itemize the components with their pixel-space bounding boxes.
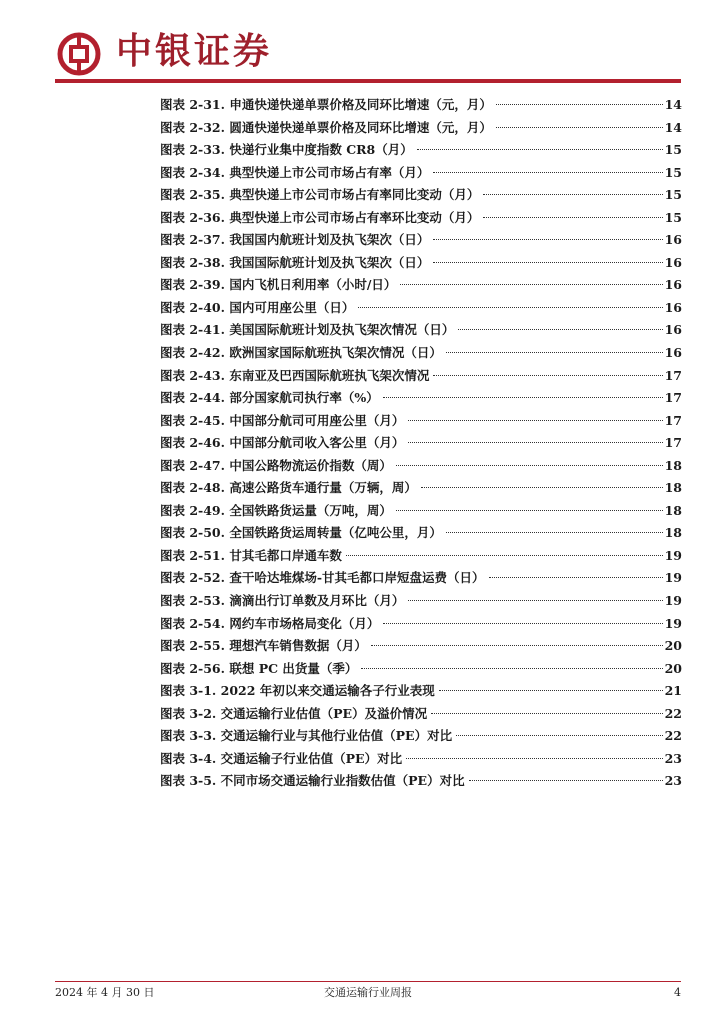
toc-entry-page: 20 xyxy=(664,638,682,654)
toc-entry[interactable] xyxy=(160,748,682,771)
toc-entry[interactable] xyxy=(160,139,682,162)
toc-entry[interactable] xyxy=(160,567,682,590)
toc-entry-page: 16 xyxy=(664,322,682,338)
toc-entry-page: 20 xyxy=(664,660,682,676)
toc-entry[interactable] xyxy=(160,613,682,636)
toc-dot-leader xyxy=(396,465,663,466)
footer-divider xyxy=(55,981,681,982)
toc-entry[interactable] xyxy=(160,635,682,658)
toc-entry-page: 17 xyxy=(664,435,682,451)
toc-entry-title: 图表 2-44. 部分国家航司执行率（%） xyxy=(160,390,379,406)
toc-entry-title: 图表 2-51. 甘其毛都口岸通车数 xyxy=(160,547,342,563)
toc-entry-page: 15 xyxy=(664,164,682,180)
toc-entry-title: 图表 2-43. 东南亚及巴西国际航班执飞架次情况 xyxy=(160,367,430,383)
toc-dot-leader xyxy=(431,713,663,714)
toc-entry[interactable] xyxy=(160,229,682,252)
toc-entry-page: 16 xyxy=(664,254,682,270)
toc-dot-leader xyxy=(383,397,663,398)
toc-dot-leader xyxy=(421,487,663,488)
toc-dot-leader xyxy=(408,420,662,421)
page-footer xyxy=(55,985,681,1001)
toc-dot-leader xyxy=(483,194,662,195)
figure-list xyxy=(160,94,682,793)
toc-entry-title: 图表 3-2. 交通运输行业估值（PE）及溢价情况 xyxy=(160,705,428,721)
toc-dot-leader xyxy=(358,307,662,308)
toc-entry-page: 14 xyxy=(664,97,682,112)
toc-entry-page: 16 xyxy=(664,299,682,315)
toc-dot-leader xyxy=(446,532,663,533)
toc-entry[interactable] xyxy=(160,117,682,140)
toc-entry-title: 图表 2-46. 中国部分航司收入客公里（月） xyxy=(160,435,405,451)
toc-entry[interactable] xyxy=(160,94,682,117)
toc-entry-title: 图表 3-4. 交通运输子行业估值（PE）对比 xyxy=(160,750,403,766)
toc-entry-page: 17 xyxy=(664,367,682,383)
toc-entry[interactable] xyxy=(160,522,682,545)
toc-entry-page: 15 xyxy=(664,209,682,225)
toc-entry-page: 14 xyxy=(664,119,682,135)
toc-dot-leader xyxy=(346,555,663,556)
toc-entry[interactable] xyxy=(160,274,682,297)
toc-entry-title: 图表 2-52. 查干哈达堆煤场-甘其毛都口岸短盘运费（日） xyxy=(160,570,485,586)
toc-dot-leader xyxy=(433,239,662,240)
toc-dot-leader xyxy=(396,510,663,511)
toc-entry-title: 图表 2-41. 美国国际航班计划及执飞架次情况（日） xyxy=(160,322,455,338)
toc-entry[interactable] xyxy=(160,680,682,703)
toc-entry-page: 17 xyxy=(664,412,682,428)
toc-entry-title: 图表 2-54. 网约车市场格局变化（月） xyxy=(160,615,380,631)
toc-entry[interactable] xyxy=(160,545,682,568)
toc-entry-title: 图表 2-35. 典型快递上市公司市场占有率同比变动（月） xyxy=(160,187,480,203)
toc-entry-page: 19 xyxy=(664,615,682,631)
toc-entry[interactable] xyxy=(160,162,682,185)
toc-entry-title: 图表 2-56. 联想 PC 出货量（季） xyxy=(160,660,358,676)
toc-entry[interactable] xyxy=(160,297,682,320)
toc-entry-title: 图表 2-45. 中国部分航司可用座公里（月） xyxy=(160,412,405,428)
toc-dot-leader xyxy=(433,262,662,263)
toc-dot-leader xyxy=(433,375,662,376)
toc-dot-leader xyxy=(483,217,662,218)
brand-name: 中银证券 xyxy=(116,31,273,72)
toc-dot-leader xyxy=(408,442,662,443)
toc-dot-leader xyxy=(496,104,663,105)
footer-date: 2024 年 4 月 30 日 xyxy=(55,986,155,999)
toc-entry-page: 16 xyxy=(664,345,682,361)
toc-dot-leader xyxy=(469,780,663,781)
toc-entry-page: 16 xyxy=(664,232,682,248)
toc-entry[interactable] xyxy=(160,477,682,500)
toc-entry[interactable] xyxy=(160,410,682,433)
toc-entry-page: 18 xyxy=(664,525,682,541)
toc-dot-leader xyxy=(489,577,663,578)
toc-entry-title: 图表 2-42. 欧洲国家国际航班执飞架次情况（日） xyxy=(160,345,442,361)
toc-entry-title: 图表 2-50. 全国铁路货运周转量（亿吨公里，月） xyxy=(160,525,442,541)
header-divider xyxy=(55,79,681,83)
toc-entry-title: 图表 2-37. 我国国内航班计划及执飞架次（日） xyxy=(160,232,430,248)
toc-dot-leader xyxy=(456,735,663,736)
toc-dot-leader xyxy=(406,758,663,759)
toc-entry[interactable] xyxy=(160,365,682,388)
toc-entry-page: 19 xyxy=(664,570,682,586)
toc-entry[interactable] xyxy=(160,725,682,748)
toc-entry-page: 23 xyxy=(664,773,682,789)
toc-dot-leader xyxy=(446,352,663,353)
toc-entry-title: 图表 2-31. 申通快递快递单票价格及同环比增速（元，月） xyxy=(160,97,492,112)
toc-dot-leader xyxy=(433,172,662,173)
toc-entry-title: 图表 3-3. 交通运输行业与其他行业估值（PE）对比 xyxy=(160,728,453,744)
toc-entry-title: 图表 2-49. 全国铁路货运量（万吨，周） xyxy=(160,502,392,518)
toc-entry-title: 图表 2-55. 理想汽车销售数据（月） xyxy=(160,638,367,654)
toc-entry[interactable] xyxy=(160,703,682,726)
toc-entry-title: 图表 2-47. 中国公路物流运价指数（周） xyxy=(160,457,392,473)
toc-entry-page: 19 xyxy=(664,547,682,563)
toc-entry[interactable] xyxy=(160,455,682,478)
toc-entry[interactable] xyxy=(160,252,682,275)
toc-entry-page: 15 xyxy=(664,187,682,203)
toc-dot-leader xyxy=(417,149,663,150)
toc-entry-page: 15 xyxy=(664,142,682,158)
toc-dot-leader xyxy=(458,329,662,330)
toc-entry-page: 23 xyxy=(664,750,682,766)
footer-page-number: 4 xyxy=(674,986,681,999)
footer-report-title: 交通运输行业周报 xyxy=(324,986,412,999)
toc-entry-page: 21 xyxy=(664,683,682,699)
toc-entry-page: 18 xyxy=(664,480,682,496)
toc-entry-page: 18 xyxy=(664,457,682,473)
toc-entry-page: 18 xyxy=(664,502,682,518)
toc-entry-title: 图表 2-32. 圆通快递快递单票价格及同环比增速（元，月） xyxy=(160,119,492,135)
toc-dot-leader xyxy=(400,284,662,285)
toc-dot-leader xyxy=(408,600,662,601)
toc-entry-title: 图表 3-5. 不同市场交通运输行业指数估值（PE）对比 xyxy=(160,773,465,789)
toc-entry-page: 17 xyxy=(664,390,682,406)
toc-entry-title: 图表 2-36. 典型快递上市公司市场占有率环比变动（月） xyxy=(160,209,480,225)
toc-entry-title: 图表 2-40. 国内可用座公里（日） xyxy=(160,299,355,315)
toc-entry[interactable] xyxy=(160,658,682,681)
toc-entry-page: 22 xyxy=(664,728,682,744)
toc-entry-title: 图表 2-33. 快递行业集中度指数 CR8（月） xyxy=(160,142,413,158)
toc-entry[interactable] xyxy=(160,770,682,793)
toc-dot-leader xyxy=(496,127,663,128)
toc-entry[interactable] xyxy=(160,432,682,455)
toc-dot-leader xyxy=(361,668,662,669)
toc-entry[interactable] xyxy=(160,207,682,230)
toc-entry[interactable] xyxy=(160,590,682,613)
toc-entry-page: 16 xyxy=(664,277,682,293)
bank-of-china-logo-icon xyxy=(57,32,101,76)
toc-dot-leader xyxy=(383,623,662,624)
toc-entry-page: 19 xyxy=(664,593,682,609)
toc-entry[interactable] xyxy=(160,342,682,365)
toc-entry[interactable] xyxy=(160,387,682,410)
toc-entry[interactable] xyxy=(160,500,682,523)
toc-dot-leader xyxy=(439,690,663,691)
page-header xyxy=(0,0,724,90)
toc-entry-title: 图表 2-39. 国内飞机日利用率（小时/日） xyxy=(160,277,397,293)
toc-entry-title: 图表 3-1. 2022 年初以来交通运输各子行业表现 xyxy=(160,683,435,699)
toc-entry-page: 22 xyxy=(664,705,682,721)
toc-entry-title: 图表 2-38. 我国国际航班计划及执飞架次（日） xyxy=(160,254,430,270)
toc-entry-title: 图表 2-53. 滴滴出行订单数及月环比（月） xyxy=(160,593,405,609)
toc-entry-title: 图表 2-48. 高速公路货车通行量（万辆，周） xyxy=(160,480,417,496)
toc-entry[interactable] xyxy=(160,319,682,342)
toc-entry[interactable] xyxy=(160,184,682,207)
toc-dot-leader xyxy=(371,645,663,646)
toc-entry-title: 图表 2-34. 典型快递上市公司市场占有率（月） xyxy=(160,164,430,180)
